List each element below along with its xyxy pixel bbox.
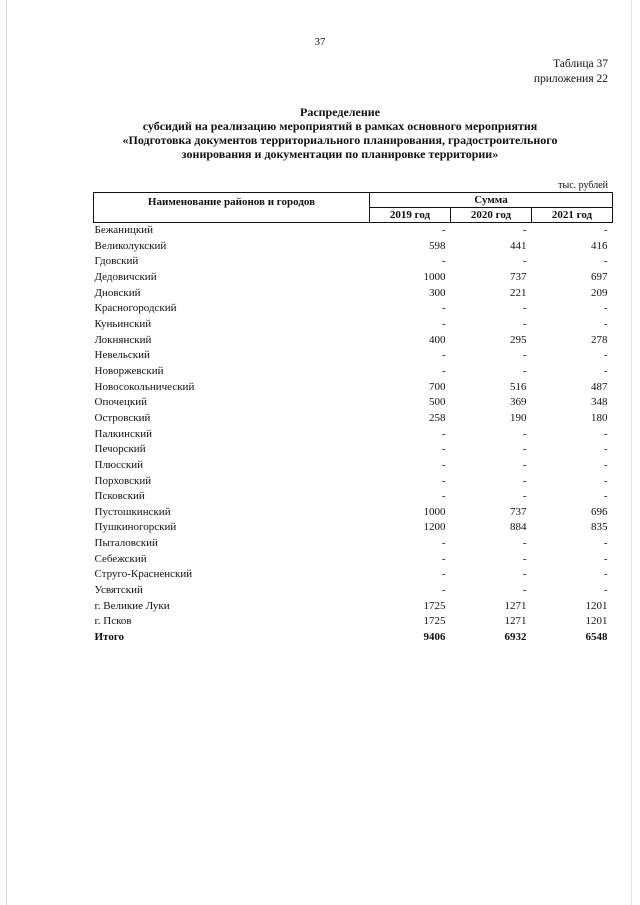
value-2021: - bbox=[603, 364, 608, 377]
value-2020: - bbox=[522, 349, 527, 362]
district-name: Плюсский bbox=[94, 458, 144, 471]
title-line: субсидий на реализацию мероприятий в рамках основного мероприятия bbox=[142, 119, 538, 133]
table-row bbox=[94, 474, 613, 490]
district-name: Гдовский bbox=[94, 255, 139, 268]
district-name: г. Великие Луки bbox=[94, 599, 170, 612]
district-name: Псковский bbox=[94, 490, 145, 503]
scan-edge-right bbox=[631, 0, 632, 905]
value-2020: 1271 bbox=[504, 599, 527, 612]
column-header-2019: 2019 год bbox=[370, 208, 451, 223]
value-2021: 180 bbox=[591, 411, 608, 424]
value-2020: 1271 bbox=[504, 615, 527, 628]
value-2021: 1201 bbox=[585, 615, 608, 628]
district-name: Невельский bbox=[94, 349, 150, 362]
column-header-2020: 2020 год bbox=[451, 208, 532, 223]
value-2020: - bbox=[522, 364, 527, 377]
district-name: Дновский bbox=[94, 286, 141, 299]
document-title bbox=[60, 105, 620, 161]
value-2019: - bbox=[441, 364, 446, 377]
appendix-reference-line: приложения 22 bbox=[533, 73, 608, 85]
value-2019: - bbox=[441, 349, 446, 362]
value-2019: - bbox=[441, 584, 446, 597]
table-row bbox=[94, 254, 613, 270]
value-2021: 348 bbox=[591, 396, 608, 409]
value-2019: 1000 bbox=[423, 505, 446, 518]
district-name: Красногородский bbox=[94, 302, 177, 315]
value-2021: 697 bbox=[591, 270, 608, 283]
value-2019: - bbox=[441, 317, 446, 330]
value-2021: - bbox=[603, 490, 608, 503]
table-reference-line: Таблица 37 bbox=[553, 58, 608, 70]
value-2019: 598 bbox=[429, 239, 446, 252]
table-row bbox=[94, 348, 613, 364]
table-row bbox=[94, 442, 613, 458]
table-row bbox=[94, 395, 613, 411]
district-name: Палкинский bbox=[94, 427, 153, 440]
table-row bbox=[94, 552, 613, 568]
value-2020: 369 bbox=[510, 396, 527, 409]
table-reference bbox=[534, 57, 608, 87]
table-row bbox=[94, 301, 613, 317]
district-name: Печорский bbox=[94, 443, 146, 456]
value-2021: - bbox=[603, 443, 608, 456]
value-2020: - bbox=[522, 317, 527, 330]
page-number: 37 bbox=[314, 36, 326, 48]
value-2020: 295 bbox=[510, 333, 527, 346]
value-2021: 696 bbox=[591, 505, 608, 518]
value-2020: 737 bbox=[510, 505, 527, 518]
subsidy-table bbox=[93, 192, 613, 646]
value-2019: 258 bbox=[429, 411, 446, 424]
scan-edge-left bbox=[6, 0, 7, 905]
district-name: Пушкиногорский bbox=[94, 521, 177, 534]
district-name: Усвятский bbox=[94, 584, 143, 597]
district-name: Порховский bbox=[94, 474, 152, 487]
units-label: тыс. рублей bbox=[558, 180, 608, 191]
table-row bbox=[94, 520, 613, 536]
value-2021: - bbox=[603, 584, 608, 597]
district-name: Новосокольнический bbox=[94, 380, 195, 393]
value-2021: - bbox=[603, 255, 608, 268]
value-2019: 400 bbox=[429, 333, 446, 346]
value-2020: 516 bbox=[510, 380, 527, 393]
table-row bbox=[94, 364, 613, 380]
value-2020: - bbox=[522, 552, 527, 565]
value-2021: - bbox=[603, 568, 608, 581]
district-name: Себежский bbox=[94, 552, 147, 565]
value-2020: - bbox=[522, 427, 527, 440]
table-row bbox=[94, 583, 613, 599]
table-row bbox=[94, 239, 613, 255]
value-2021: - bbox=[603, 474, 608, 487]
value-2021: 209 bbox=[591, 286, 608, 299]
value-2020: 221 bbox=[510, 286, 527, 299]
value-2021: - bbox=[603, 552, 608, 565]
table-row bbox=[94, 286, 613, 302]
district-name: Островский bbox=[94, 411, 151, 424]
value-2019: 1000 bbox=[423, 270, 446, 283]
value-2021: 6548 bbox=[585, 631, 608, 644]
value-2019: - bbox=[441, 474, 446, 487]
value-2020: - bbox=[522, 224, 527, 236]
value-2021: - bbox=[603, 349, 608, 362]
table-row bbox=[94, 599, 613, 615]
district-name: Великолукский bbox=[94, 239, 167, 252]
value-2021: - bbox=[603, 537, 608, 550]
value-2021: - bbox=[603, 317, 608, 330]
value-2020: - bbox=[522, 490, 527, 503]
value-2019: - bbox=[441, 224, 446, 236]
value-2021: 416 bbox=[591, 239, 608, 252]
table-row bbox=[94, 505, 613, 521]
table-row bbox=[94, 427, 613, 443]
value-2019: 1725 bbox=[423, 615, 446, 628]
value-2021: - bbox=[603, 302, 608, 315]
table-row bbox=[94, 411, 613, 427]
value-2020: - bbox=[522, 568, 527, 581]
value-2019: - bbox=[441, 568, 446, 581]
value-2021: - bbox=[603, 427, 608, 440]
district-name: Дедовичский bbox=[94, 270, 157, 283]
district-name: Пустошкинский bbox=[94, 505, 171, 518]
value-2020: - bbox=[522, 584, 527, 597]
value-2021: 487 bbox=[591, 380, 608, 393]
district-name: г. Псков bbox=[94, 615, 132, 628]
column-header-name: Наименование районов и городов bbox=[94, 193, 370, 223]
table-row bbox=[94, 567, 613, 583]
value-2019: 9406 bbox=[423, 631, 446, 644]
value-2019: 1200 bbox=[423, 521, 446, 534]
table-row bbox=[94, 614, 613, 630]
district-name: Опочецкий bbox=[94, 396, 147, 409]
table-body bbox=[94, 223, 613, 646]
table-row bbox=[94, 333, 613, 349]
value-2020: 884 bbox=[510, 521, 527, 534]
district-name: Струго-Красненский bbox=[94, 568, 193, 581]
table-row bbox=[94, 536, 613, 552]
value-2021: 835 bbox=[591, 521, 608, 534]
value-2019: - bbox=[441, 537, 446, 550]
table-row bbox=[94, 458, 613, 474]
value-2019: - bbox=[441, 458, 446, 471]
value-2021: - bbox=[603, 224, 608, 236]
value-2020: - bbox=[522, 537, 527, 550]
total-row bbox=[94, 630, 613, 646]
title-line: Распределение bbox=[299, 105, 381, 119]
total-label: Итого bbox=[94, 631, 125, 644]
value-2019: - bbox=[441, 302, 446, 315]
value-2019: 1725 bbox=[423, 599, 446, 612]
title-line: зонирования и документации по планировке территории» bbox=[181, 147, 499, 161]
value-2019: - bbox=[441, 552, 446, 565]
table-row bbox=[94, 317, 613, 333]
value-2020: - bbox=[522, 443, 527, 456]
value-2020: 6932 bbox=[504, 631, 527, 644]
value-2019: - bbox=[441, 427, 446, 440]
table-row bbox=[94, 489, 613, 505]
column-header-sum: Сумма bbox=[370, 193, 613, 208]
table-row bbox=[94, 270, 613, 286]
value-2019: - bbox=[441, 443, 446, 456]
value-2020: - bbox=[522, 458, 527, 471]
district-name: Локнянский bbox=[94, 333, 152, 346]
table-row bbox=[94, 223, 613, 239]
value-2021: 278 bbox=[591, 333, 608, 346]
column-header-2021: 2021 год bbox=[532, 208, 613, 223]
district-name: Пыталовский bbox=[94, 537, 158, 550]
title-line: «Подготовка документов территориального планирования, градостроительного bbox=[122, 133, 558, 147]
district-name: Бежаницкий bbox=[94, 224, 153, 236]
value-2020: 441 bbox=[510, 239, 527, 252]
district-name: Куньинский bbox=[94, 317, 152, 330]
value-2019: 500 bbox=[429, 396, 446, 409]
value-2019: - bbox=[441, 490, 446, 503]
value-2021: 1201 bbox=[585, 599, 608, 612]
value-2020: - bbox=[522, 255, 527, 268]
value-2019: - bbox=[441, 255, 446, 268]
value-2020: 737 bbox=[510, 270, 527, 283]
value-2020: - bbox=[522, 474, 527, 487]
value-2019: 300 bbox=[429, 286, 446, 299]
value-2019: 700 bbox=[429, 380, 446, 393]
table-row bbox=[94, 380, 613, 396]
district-name: Новоржевский bbox=[94, 364, 164, 377]
value-2020: 190 bbox=[510, 411, 527, 424]
value-2020: - bbox=[522, 302, 527, 315]
value-2021: - bbox=[603, 458, 608, 471]
